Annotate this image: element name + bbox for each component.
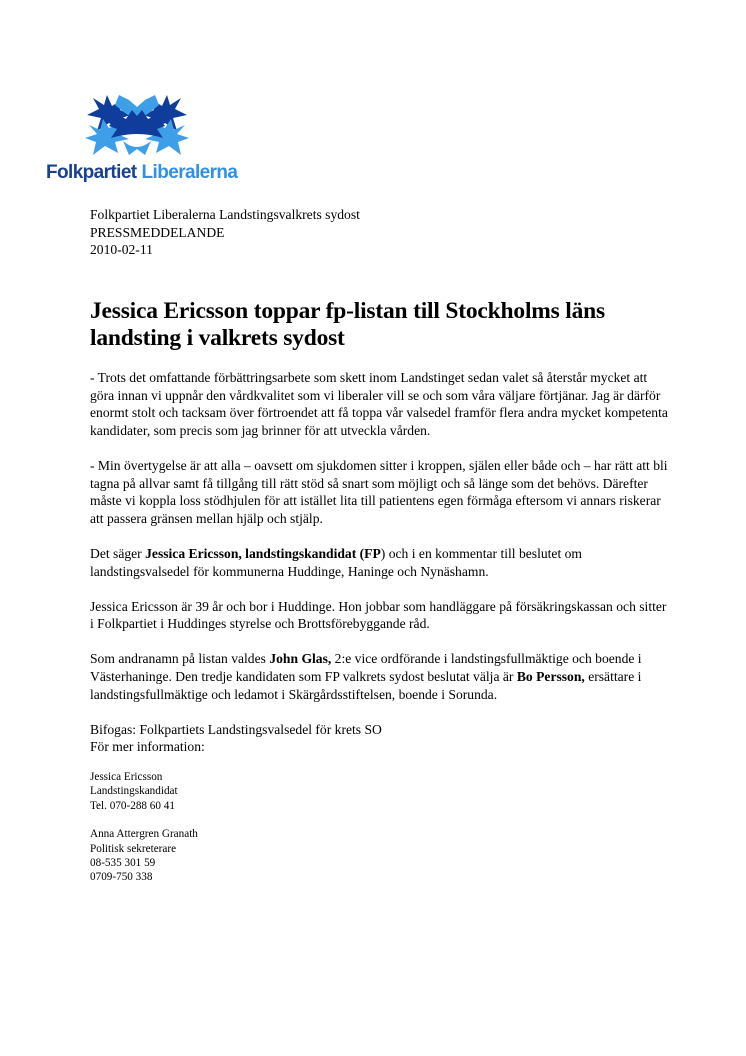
- contact-role: Politisk sekreterare: [90, 842, 177, 855]
- logo: [46, 93, 237, 184]
- paragraph-other-candidates: Som andranamn på listan valdes John Glas, 2:e vice ordförande i landstingsfullmäktige och boende i Västerhaninge. Den tredje kandidaten som FP valkrets sydost beslutat välja är Bo Persson, ersättare i landstingsfullmäktige och ledamot i Skärgårdsstiftelsen, boende i Sorunda.: [90, 651, 642, 702]
- contact-name: Jessica Ericsson: [90, 771, 163, 784]
- contact-role: Landstingskandidat: [90, 785, 178, 798]
- more-info-line: För mer information:: [90, 739, 205, 755]
- folkpartiet-cornflower-icon: [85, 93, 189, 157]
- contact-phone: 08-535 301 59: [90, 856, 156, 869]
- bold-bo-persson: Bo Persson,: [516, 669, 585, 685]
- paragraph-bio: Jessica Ericsson är 39 år och bor i Huddinge. Hon jobbar som handläggare på försäkringskassan och sitter i Folkpartiet i Huddinges styrelse och Brottsförebyggande råd.: [90, 598, 667, 632]
- contact-phone: Tel. 070-288 60 41: [90, 799, 175, 812]
- headline: [90, 298, 672, 353]
- contact-phone-2: 0709-750 338: [90, 871, 153, 884]
- contact-anna-attergren-granath: [90, 827, 672, 884]
- date-line: 2010-02-11: [90, 242, 153, 258]
- contact-jessica-ericsson: [90, 770, 672, 813]
- paragraph-attribution: Det säger Jessica Ericsson, landstingskandidat (FP) och i en kommentar till beslutet om landstingsvalsedel för kommunerna Huddinge, Haninge och Nynäshamn.: [90, 545, 582, 579]
- brand-wordmark: [46, 162, 237, 184]
- bold-candidate-name: Jessica Ericsson, landstingskandidat (FP: [145, 545, 381, 561]
- contact-name: Anna Attergren Granath: [90, 828, 198, 841]
- brand-part-folkpartiet: Folkpartiet: [46, 162, 137, 183]
- attachment-info: [90, 721, 672, 756]
- press-release-meta: [90, 206, 672, 259]
- headline-line-2: landsting i valkrets sydost: [90, 325, 345, 352]
- paragraph-quote-2: - Min övertygelse är att alla – oavsett om sjukdomen sitter i kroppen, själen eller både och – har rätt att bli tagna på allvar samt få tillgång till rätt stöd så snart som möjligt och så länge som det behövs. Därefter måste vi koppla loss stödhjulen för att istället lita till patientens egen förmåga eftersom vi annars riskerar att passera gränsen mellan hjälp och stjälp.: [90, 457, 668, 526]
- sender-line: Folkpartiet Liberalerna Landstingsvalkrets sydost: [90, 207, 360, 222]
- doc-type-line: PRESSMEDDELANDE: [90, 224, 225, 240]
- paragraph-quote-1: - Trots det omfattande förbättringsarbete som skett inom Landstinget sedan valet så återstår mycket att göra innan vi uppnår den vårdkvalitet som vi liberaler vill se och som våra väljare förtjänar. Jag är därför enormt stolt och tacksam över förtroendet att få toppa vår valsedel framför flera andra mycket kompetenta kandidater, som precis som jag brinner för att utveckla vården.: [90, 369, 668, 438]
- document-content: [90, 206, 672, 884]
- attachment-line: Bifogas: Folkpartiets Landstingsvalsedel för krets SO: [90, 721, 382, 737]
- contact-block: [90, 770, 672, 884]
- headline-line-1: Jessica Ericsson toppar fp-listan till Stockholms läns: [90, 297, 605, 324]
- bold-john-glas: John Glas,: [269, 651, 332, 667]
- brand-part-liberalerna: Liberalerna: [141, 162, 238, 183]
